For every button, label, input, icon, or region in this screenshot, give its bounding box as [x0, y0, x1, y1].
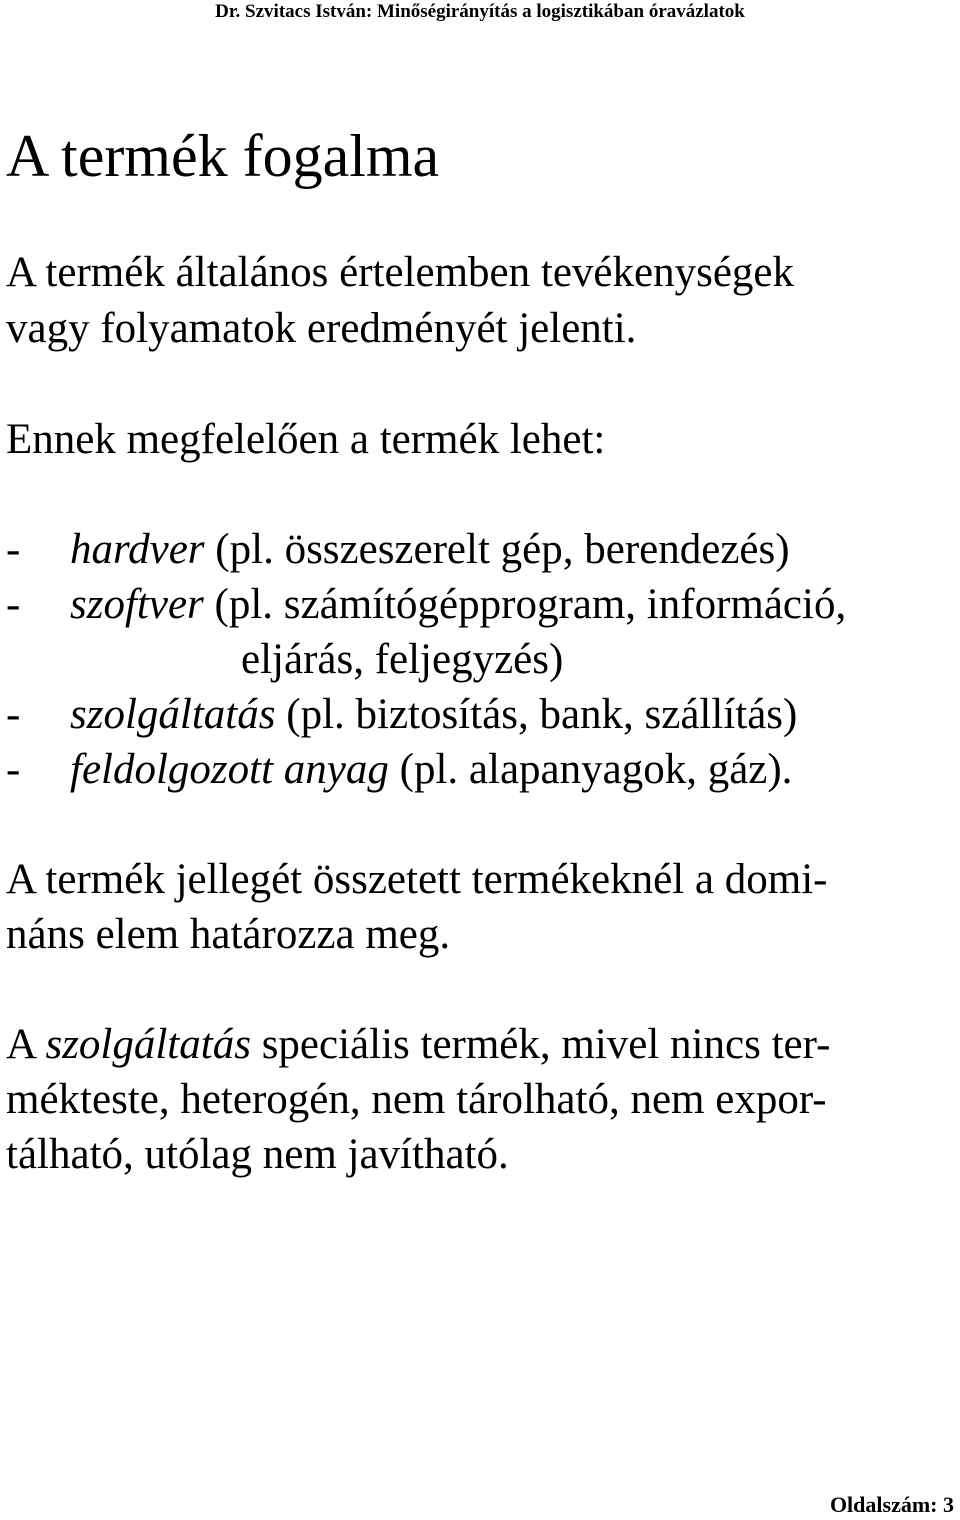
list-item-rest: (pl. biztosítás, bank, szállítás) [275, 691, 798, 738]
list-item-term: feldolgozott anyag [70, 746, 389, 793]
list-item-hardver [6, 524, 790, 576]
para3-pre: A [6, 1021, 46, 1068]
para2-line-1: A termék jellegét összetett termékeknél a domi- [6, 856, 828, 903]
page-number: Oldalszám: 3 [829, 1492, 954, 1517]
para3-line-1 [6, 1019, 830, 1071]
para3-line-2: mékteste, heterogén, nem tárolható, nem expor- [6, 1076, 827, 1123]
para3-term: szolgáltatás [45, 1021, 251, 1068]
para3-line-3: tálható, utólag nem javítható. [6, 1131, 509, 1178]
list-item-szolgaltatas [6, 689, 797, 741]
list-dash: - [6, 581, 21, 628]
list-item-rest: (pl. összeszerelt gép, berendezés) [204, 526, 790, 573]
page-header: Dr. Szvitacs István: Minőségirányítás a logisztikában óravázlatok [215, 1, 745, 22]
page-title: A termék fogalma [6, 123, 440, 189]
list-dash: - [6, 526, 21, 573]
list-item-feldolgozott-anyag [6, 744, 792, 796]
list-item-term: szoftver [70, 581, 204, 628]
list-item-term: hardver [70, 526, 205, 573]
para3-post: speciális termék, mivel nincs ter- [250, 1021, 831, 1068]
intro-line-1: A termék általános értelemben tevékenységek [6, 249, 795, 296]
list-dash: - [6, 691, 21, 738]
list-item-szoftver [6, 579, 846, 631]
list-dash: - [6, 746, 21, 793]
list-item-rest: (pl. alapanyagok, gáz). [388, 746, 793, 793]
para2-line-2: náns elem határozza meg. [6, 911, 451, 958]
lead-text: Ennek megfelelően a termék lehet: [6, 416, 606, 463]
intro-line-2: vagy folyamatok eredményét jelenti. [6, 305, 637, 352]
list-item-szoftver-continuation: eljárás, feljegyzés) [241, 636, 564, 683]
list-item-rest: (pl. számítógépprogram, információ, [203, 581, 847, 628]
list-item-term: szolgáltatás [70, 691, 276, 738]
